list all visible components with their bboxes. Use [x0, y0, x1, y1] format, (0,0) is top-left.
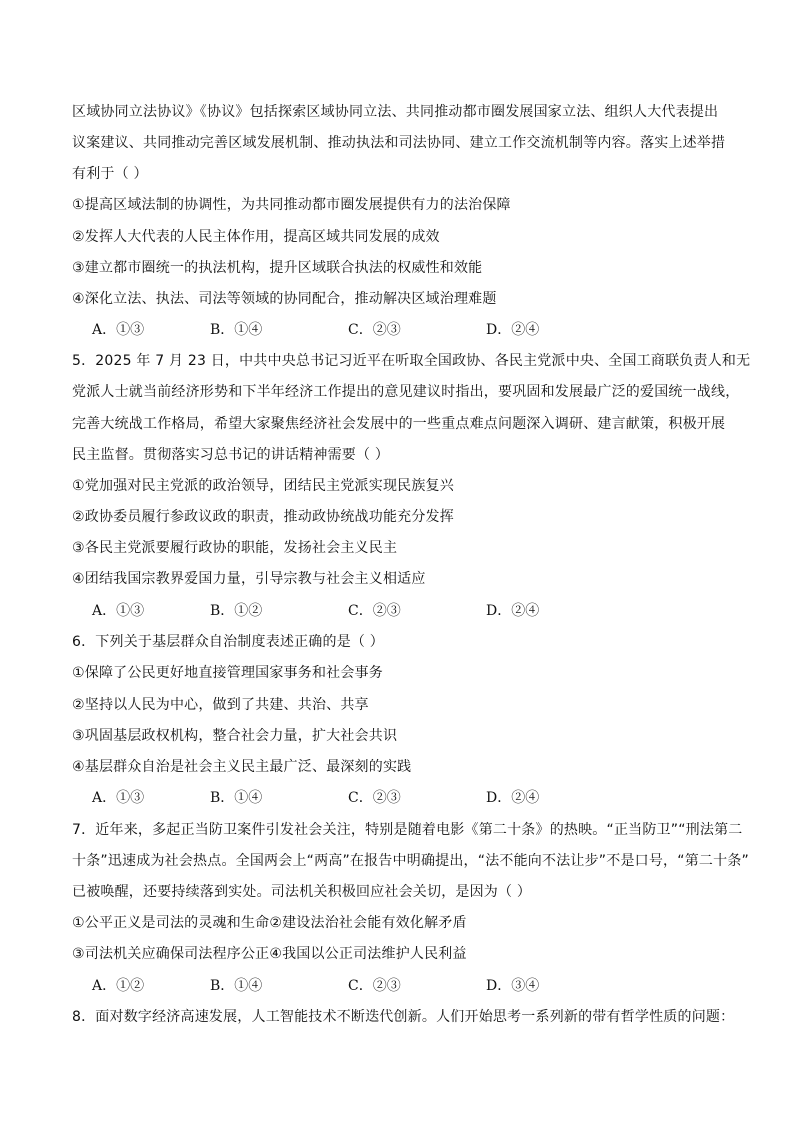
q6-stem-line-1: 6．下列关于基层群众自治制度表述正确的是（ ） [72, 634, 384, 650]
q5-option-d[interactable]: D．②④ [486, 603, 540, 619]
q6-statement-4: ④基层群众自治是社会主义民主最广泛、最深刻的实践 [72, 759, 412, 775]
q4-option-d[interactable]: D．②④ [486, 322, 540, 338]
q7-options [92, 976, 712, 996]
q4-stem-line-2: 议案建议、共同推动完善区域发展机制、推动执法和司法协同、建立工作交流机制等内容。落实上述举措 [72, 135, 726, 151]
q7-option-b[interactable]: B．①④ [210, 978, 263, 994]
q7-option-a[interactable]: A．①② [92, 978, 145, 994]
q5-statement-3: ③各民主党派要履行政协的职能，发扬社会主义民主 [72, 540, 398, 556]
q5-option-a[interactable]: A．①③ [92, 603, 145, 619]
q6-statement-2: ②坚持以人民为中心，做到了共建、共治、共享 [72, 697, 369, 713]
q4-option-b[interactable]: B．①④ [210, 322, 263, 338]
q6-option-b[interactable]: B．①④ [210, 790, 263, 806]
q7-stem-line-2: 十条”迅速成为社会热点。全国两会上“两高”在报告中明确提出，“法不能向不法让步”不是口号，“第二十条” [72, 853, 749, 869]
q6-statement-1: ①保障了公民更好地直接管理国家事务和社会事务 [72, 665, 383, 681]
q7-option-c[interactable]: C．②③ [348, 978, 401, 994]
q5-statement-2: ②政协委员履行参政议政的职责，推动政协统战功能充分发挥 [72, 509, 454, 525]
q7-stem-line-3: 已被唤醒，还要持续落到实处。司法机关积极回应社会关切，是因为（ ） [72, 884, 532, 900]
q4-statement-2: ②发挥人大代表的人民主体作用，提高区域共同发展的成效 [72, 229, 440, 245]
q5-statement-4: ④团结我国宗教界爱国力量，引导宗教与社会主义相适应 [72, 571, 426, 587]
q5-stem-line-3: 完善大统战工作格局，希望大家聚焦经济社会发展中的一些重点难点问题深入调研、建言献策，积极开展 [72, 416, 726, 432]
q6-statement-3: ③巩固基层政权机构，整合社会力量，扩大社会共识 [72, 728, 398, 744]
q6-option-a[interactable]: A．①③ [92, 790, 145, 806]
q7-statement-2: ③司法机关应确保司法程序公正④我国以公正司法维护人民利益 [72, 946, 467, 962]
q4-statement-4: ④深化立法、执法、司法等领域的协同配合，推动解决区域治理难题 [72, 291, 497, 307]
q5-stem-line-2: 党派人士就当前经济形势和下半年经济工作提出的意见建议时指出，要巩固和发展最广泛的爱国统一战线， [72, 384, 740, 400]
q4-stem-line-1: 区域协同立法协议》《协议》包括探索区域协同立法、共同推动都市圈发展国家立法、组织人大代表提出 [72, 104, 719, 120]
q6-option-c[interactable]: C．②③ [348, 790, 401, 806]
q4-statement-3: ③建立都市圈统一的执法机构，提升区域联合执法的权威性和效能 [72, 260, 483, 276]
q5-option-b[interactable]: B．①② [210, 603, 263, 619]
q7-statement-1: ①公平正义是司法的灵魂和生命②建设法治社会能有效化解矛盾 [72, 915, 467, 931]
q4-stem-line-3: 有利于（ ） [72, 166, 148, 182]
q5-statement-1: ①党加强对民主党派的政治领导，团结民主党派实现民族复兴 [72, 478, 454, 494]
q5-stem-line-4: 民主监督。贯彻落实习总书记的讲话精神需要（ ） [72, 447, 390, 463]
q5-stem-line-1: 5．2025 年 7 月 23 日，中共中央总书记习近平在听取全国政协、各民主党派中央、全国工商联负责人和无 [72, 353, 751, 369]
q4-statement-1: ①提高区域法制的协调性，为共同推动都市圈发展提供有力的法治保障 [72, 197, 511, 213]
q6-option-d[interactable]: D．②④ [486, 790, 540, 806]
q8-stem-line-1: 8．面对数字经济高速发展，人工智能技术不断迭代创新。人们开始思考一系列新的带有哲学性质的问题： [72, 1009, 735, 1025]
q5-options [92, 601, 712, 621]
q7-option-d[interactable]: D．③④ [486, 978, 540, 994]
q7-stem-line-1: 7．近年来，多起正当防卫案件引发社会关注，特别是随着电影《第二十条》的热映。“正当防卫”“刑法第二 [72, 822, 743, 838]
q6-options [92, 788, 712, 808]
q4-option-c[interactable]: C．②③ [348, 322, 401, 338]
q4-option-a[interactable]: A．①③ [92, 322, 145, 338]
q5-option-c[interactable]: C．②③ [348, 603, 401, 619]
q4-options [92, 320, 712, 340]
